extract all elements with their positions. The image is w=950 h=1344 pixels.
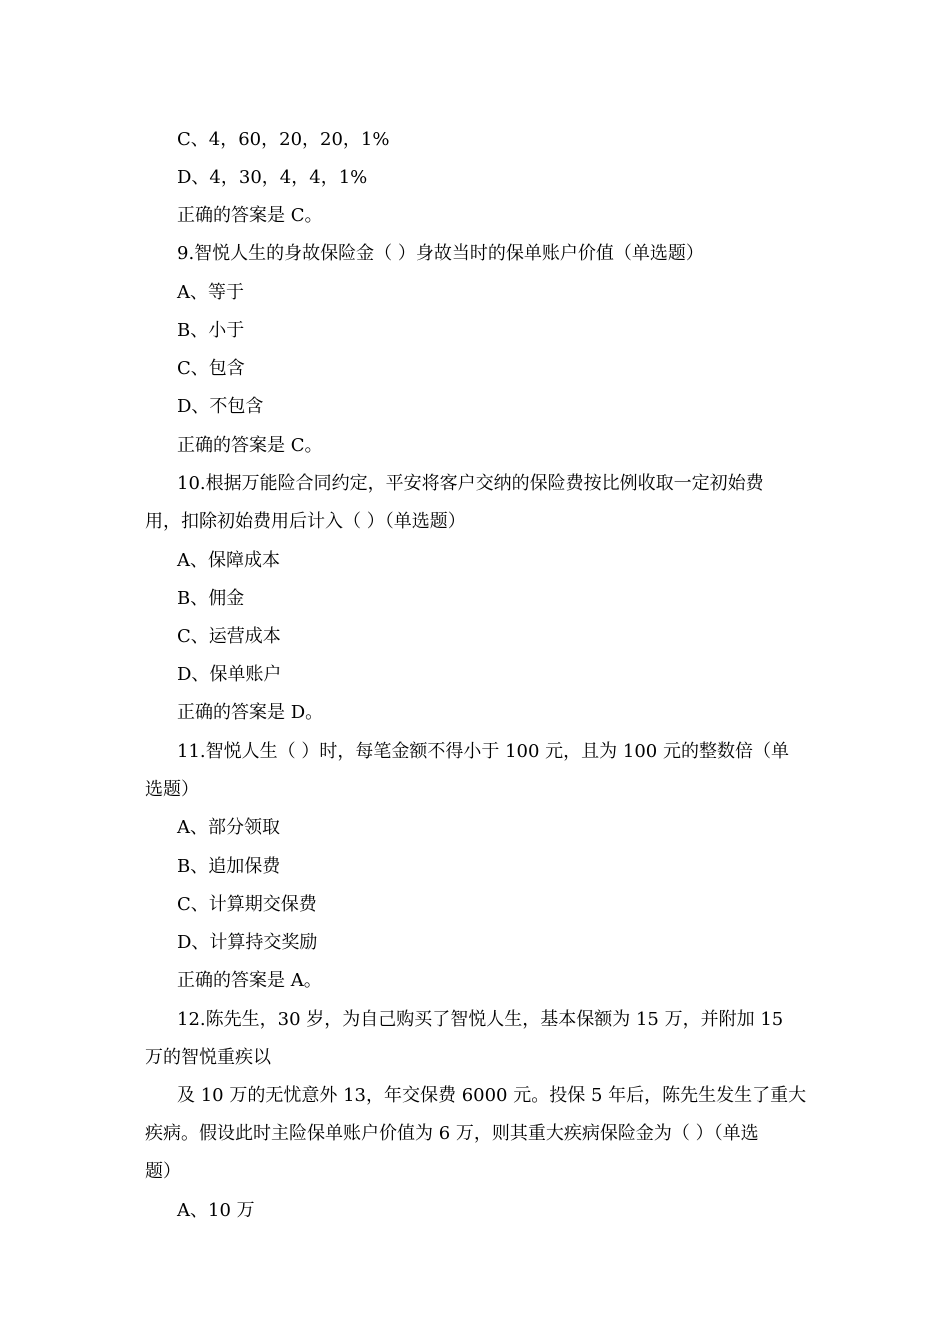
question-10: 10.根据万能险合同约定，平安将客户交纳的保险费按比例收取一定初始费 (177, 473, 764, 494)
option-d-q9: D、不包含 (177, 396, 264, 417)
option-c-q9: C、包含 (177, 358, 245, 379)
option-d-q8: D、4，30，4，4，1% (177, 167, 368, 188)
question-12-cont-2: 及 10 万的无忧意外 13，年交保费 6000 元。投保 5 年后，陈先生发生了重大 (177, 1085, 807, 1106)
question-11-cont: 选题） (145, 779, 199, 800)
option-d-q11: D、计算持交奖励 (177, 932, 318, 953)
question-12: 12.陈先生，30 岁，为自己购买了智悦人生，基本保额为 15 万，并附加 15 (177, 1009, 784, 1030)
option-a-q12: A、10 万 (177, 1200, 255, 1221)
answer-q9: 正确的答案是 C。 (177, 435, 323, 456)
option-a-q11: A、部分领取 (177, 817, 280, 838)
question-10-cont: 用，扣除初始费用后计入（ ）（单选题） (145, 511, 466, 532)
option-b-q11: B、追加保费 (177, 856, 281, 877)
question-11: 11.智悦人生（ ）时，每笔金额不得小于 100 元，且为 100 元的整数倍（单 (177, 741, 789, 762)
option-c-q11: C、计算期交保费 (177, 894, 317, 915)
answer-q8: 正确的答案是 C。 (177, 205, 323, 226)
question-12-cont-3: 疾病。假设此时主险保单账户价值为 6 万，则其重大疾病保险金为（ ）（单选 (145, 1123, 759, 1144)
option-b-q9: B、小于 (177, 320, 245, 341)
answer-q10: 正确的答案是 D。 (177, 702, 324, 723)
question-12-cont-4: 题） (145, 1161, 181, 1182)
question-9: 9.智悦人生的身故保险金（ ）身故当时的保单账户价值（单选题） (177, 243, 704, 264)
question-12-cont-1: 万的智悦重疾以 (145, 1047, 271, 1068)
option-a-q9: A、等于 (177, 282, 244, 303)
option-a-q10: A、保障成本 (177, 550, 280, 571)
option-c-q8: C、4，60，20，20，1% (177, 129, 390, 150)
option-b-q10: B、佣金 (177, 588, 245, 609)
answer-q11: 正确的答案是 A。 (177, 970, 322, 991)
option-c-q10: C、运营成本 (177, 626, 281, 647)
option-d-q10: D、保单账户 (177, 664, 282, 685)
